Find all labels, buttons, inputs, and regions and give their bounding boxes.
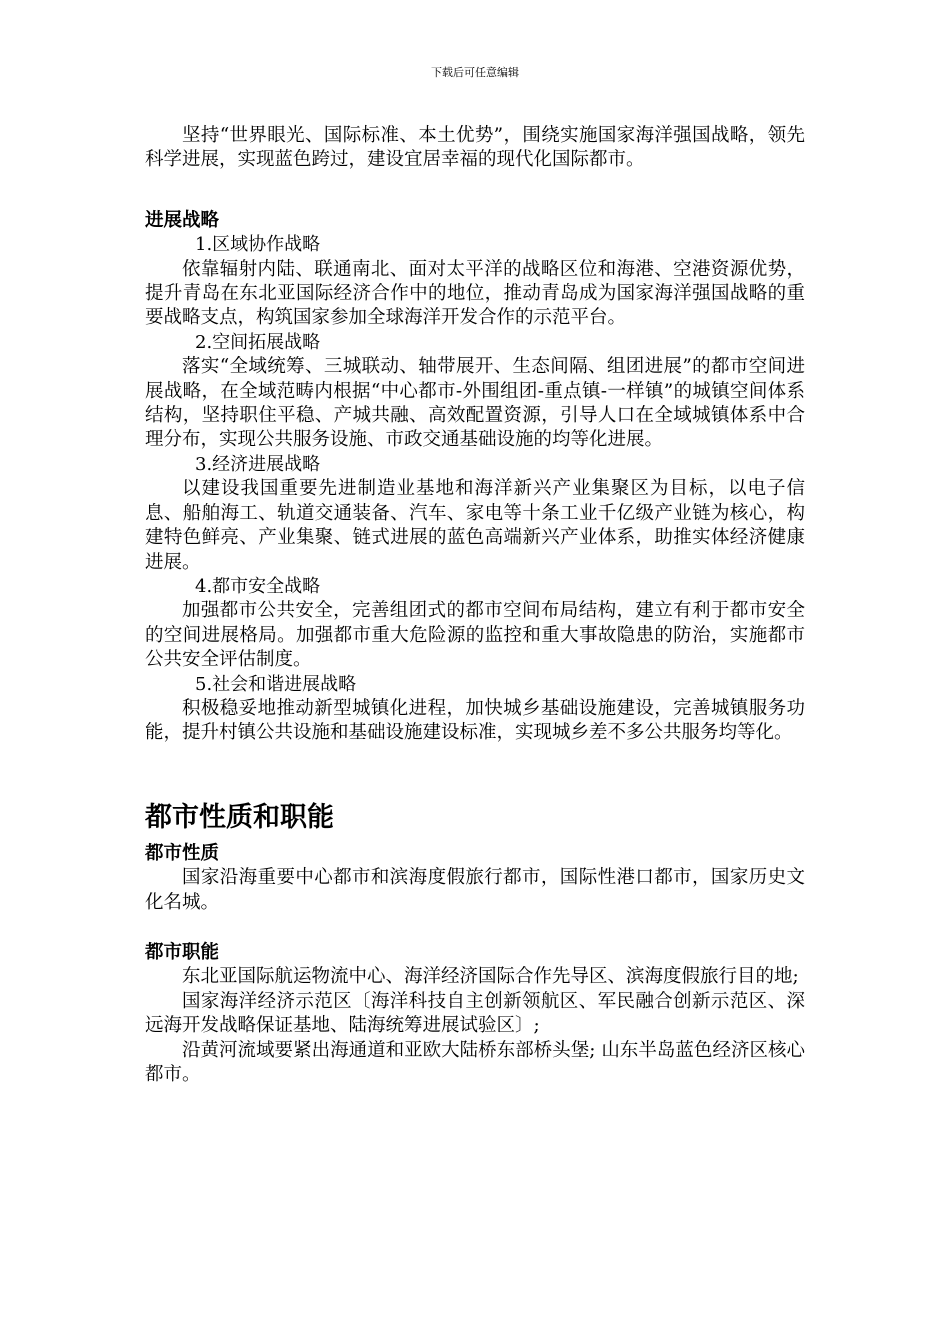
strategy-item-text: 加强都市公共安全，完善组团式的都市空间布局结构，建立有利于都市安全的空间进展格局。加强都市重大危险源的监控和重大事故隐患的防治，实施都市公共安全评估制度。 [145,600,805,671]
strategy-item-title: 2.空间拓展战略 [195,331,321,353]
function-paragraph: 国家海洋经济示范区〔海洋科技自主创新领航区、军民融合创新示范区、深远海开发战略保证基地、陆海统筹进展试验区〕; [145,990,805,1037]
strategy-item-text: 依靠辐射内陆、联通南北、面对太平洋的战略区位和海港、空港资源优势，提升青岛在东北亚国际经济合作中的地位，推动青岛成为国家海洋强国战略的重要战略支点，构筑国家参加全球海洋开发合作的示范平台。 [145,258,805,329]
strategy-item-title: 4.都市安全战略 [195,575,321,597]
strategy-item-text: 落实“全域统筹、三城联动、轴带展开、生态间隔、组团进展”的都市空间进展战略，在全域范畴内根据“中心都市-外围组团-重点镇-一样镇”的城镇空间体系结构，坚持职住平稳、产城共融、高效配置资源，引导人口在全域城镇体系中合理分布，实现公共服务设施、市政交通基础设施的均等化进展。 [145,356,805,451]
header-note: 下载后可任意编辑 [431,66,519,79]
function-heading: 都市职能 [145,941,220,963]
document-body [145,124,805,1087]
strategy-item-text: 积极稳妥地推动新型城镇化进程，加快城乡基础设施建设，完善城镇服务功能，提升村镇公共设施和基础设施建设标准，实现城乡差不多公共服务均等化。 [145,697,805,744]
function-paragraph: 东北亚国际航运物流中心、海洋经济国际合作先导区、滨海度假旅行目的地; [182,966,799,988]
strategy-item-title: 3.经济进展战略 [195,453,321,475]
nature-heading: 都市性质 [145,842,220,864]
function-paragraph: 沿黄河流域要紧出海通道和亚欧大陆桥东部桥头堡; 山东半岛蓝色经济区核心都市。 [145,1039,805,1085]
strategy-heading: 进展战略 [145,209,220,231]
strategy-item-title: 1.区域协作战略 [195,234,321,256]
nature-paragraph: 国家沿海重要中心都市和滨海度假旅行都市，国际性港口都市，国家历史文化名城。 [145,867,805,913]
section-heading: 都市性质和职能 [145,801,334,833]
intro-paragraph: 坚持“世界眼光、国际标准、本土优势”，围绕实施国家海洋强国战略，领先科学进展，实现蓝色跨过，建设宜居幸福的现代化国际都市。 [145,125,805,171]
strategy-item-text: 以建设我国重要先进制造业基地和海洋新兴产业集聚区为目标，以电子信息、船舶海工、轨道交通装备、汽车、家电等十条工业千亿级产业链为核心，构建特色鲜亮、产业集聚、链式进展的蓝色高端新兴产业体系，助推实体经济健康进展。 [145,478,805,573]
strategy-item-title: 5.社会和谐进展战略 [195,673,357,695]
